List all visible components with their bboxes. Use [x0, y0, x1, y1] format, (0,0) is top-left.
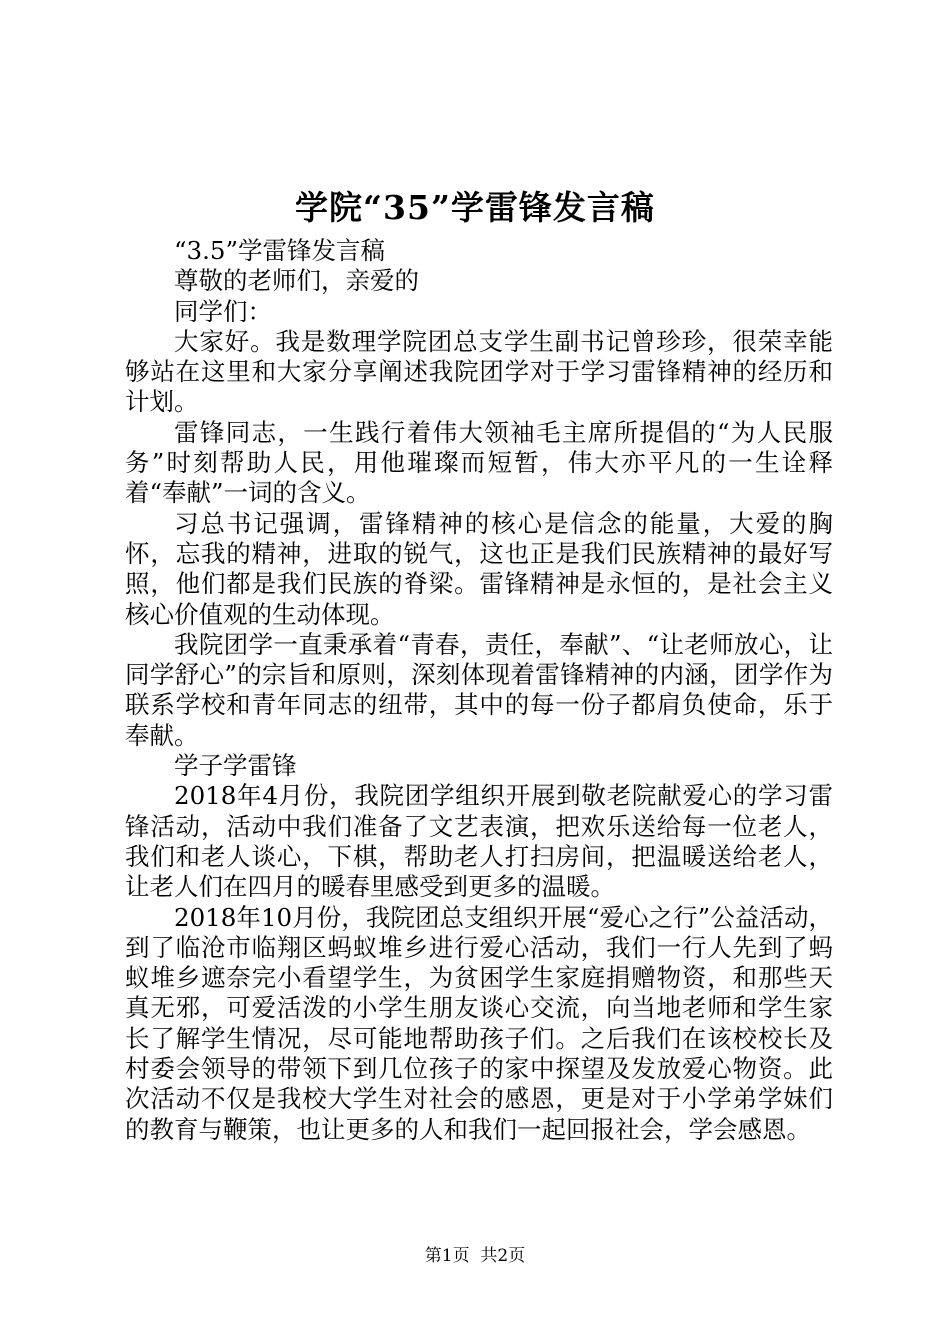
paragraph-leifeng: 雷锋同志，一生践行着伟大领袖毛主席所提倡的“为人民服务”时刻帮助人民，用他璀璨而短暂，伟大亦平凡的一生诠释着“奉献”一词的含义。 — [125, 417, 833, 508]
paragraph-xi-quote: 习总书记强调，雷锋精神的核心是信念的能量，大爱的胸怀，忘我的精神，进取的锐气，这也正是我们民族精神的最好写照，他们都是我们民族的脊梁。雷锋精神是永恒的，是社会主义核心价值观的生动体现。 — [125, 508, 833, 629]
footer-separator — [470, 1246, 481, 1266]
paragraph-mission: 我院团学一直秉承着“青春，责任，奉献”、“让老师放心，让同学舒心”的宗旨和原则，深刻体现着雷锋精神的内涵，团学作为联系学校和青年同志的纽带，其中的每一份子都肩负使命，乐于奉献。 — [125, 629, 833, 750]
document-title: 学院“35”学雷锋发言稿 — [295, 188, 655, 227]
page-number: 第1页 — [424, 1246, 470, 1266]
paragraph-subtitle: “3.5”学雷锋发言稿 — [174, 236, 386, 265]
paragraph-april-activity: 2018年4月份，我院团学组织开展到敬老院献爱心的学习雷锋活动，活动中我们准备了文艺表演，把欢乐送给每一位老人，我们和老人谈心，下棋，帮助老人打扫房间，把温暖送给老人，让老人们在四月的暖春里感受到更多的温暖。 — [125, 781, 833, 902]
page-total: 共2页 — [480, 1246, 526, 1266]
section-heading: 学子学雷锋 — [174, 751, 297, 781]
paragraph-salutation-2: 同学们： — [174, 296, 272, 326]
paragraph-salutation-1: 尊敬的老师们，亲爱的 — [174, 266, 419, 296]
paragraph-intro: 大家好。我是数理学院团总支学生副书记曾珍珍，很荣幸能够站在这里和大家分享阐述我院团学对于学习雷锋精神的经历和计划。 — [125, 326, 833, 417]
paragraph-october-activity: 2018年10月份，我院团总支组织开展“爱心之行”公益活动，到了临沧市临翔区蚂蚁堆乡进行爱心活动，我们一行人先到了蚂蚁堆乡遮奈完小看望学生，为贫困学生家庭捐赠物资，和那些天真无邪，可爱活泼的小学生朋友谈心交流，向当地老师和学生家长了解学生情况，尽可能地帮助孩子们。之后我们在该校校长及村委会领导的带领下到几位孩子的家中探望及发放爱心物资。此次活动不仅是我校大学生对社会的感恩，更是对于小学弟学妹们的教育与鞭策，也让更多的人和我们一起回报社会，学会感恩。 — [125, 902, 833, 1144]
page-footer — [0, 1245, 950, 1267]
document-body — [125, 236, 833, 1145]
